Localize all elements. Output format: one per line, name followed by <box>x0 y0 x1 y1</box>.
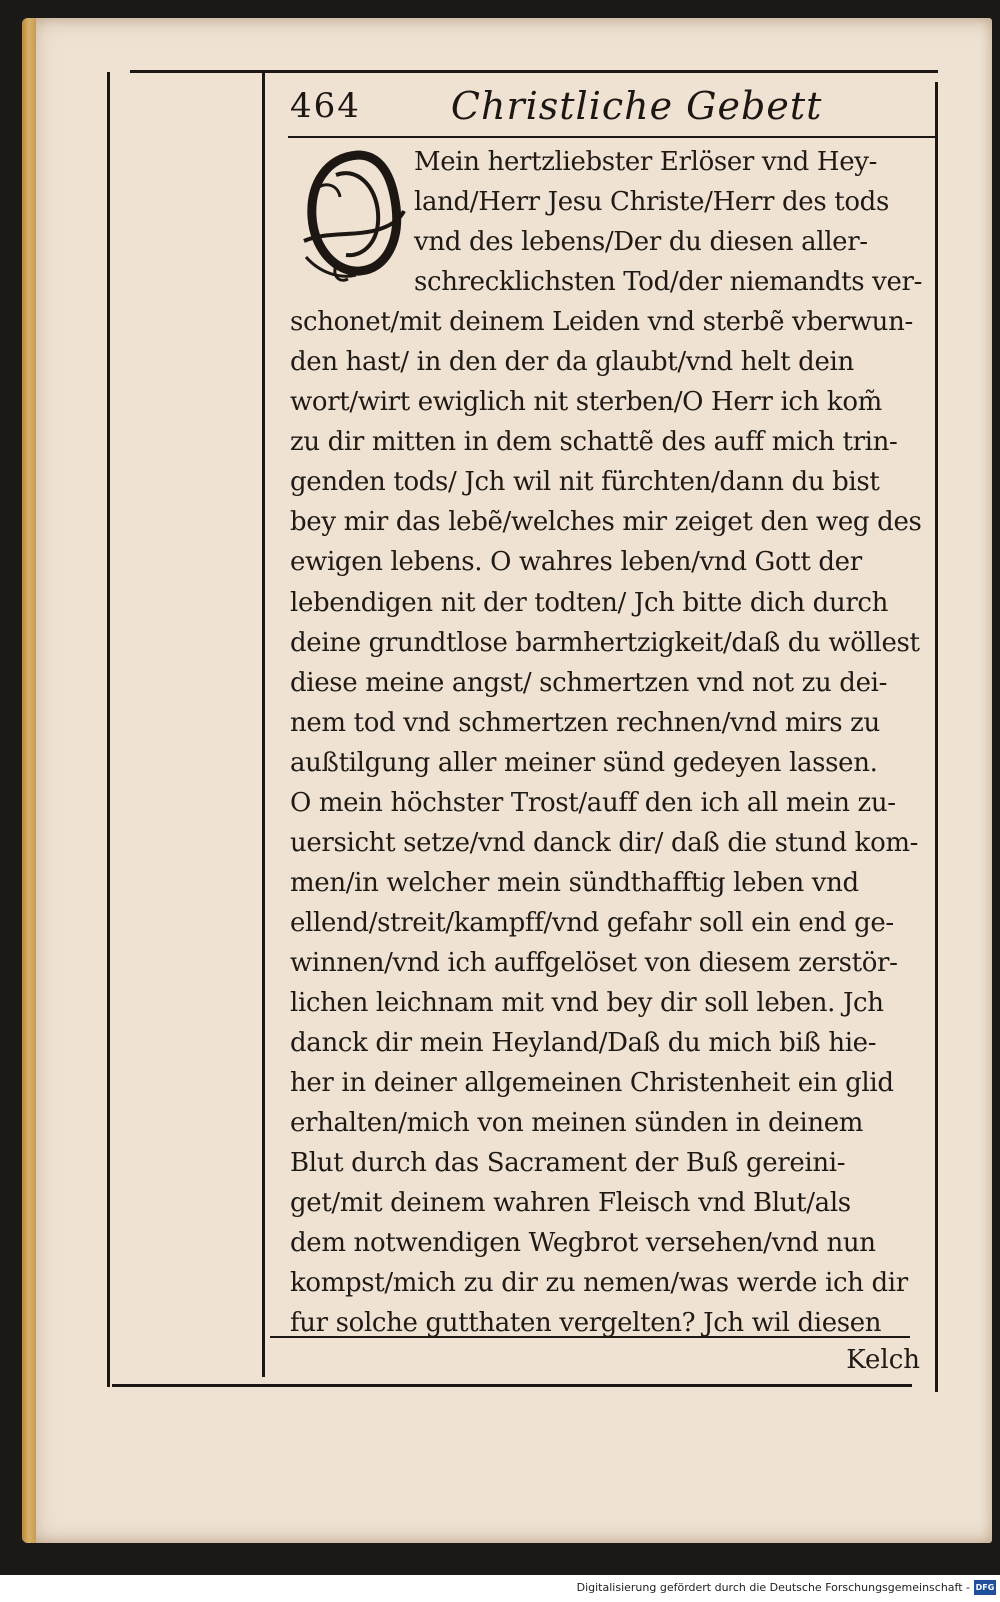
gilt-page-edge <box>22 18 36 1543</box>
text-line: land/Herr Jesu Christe/Herr des tods <box>414 187 889 218</box>
page-number: 464 <box>290 86 361 126</box>
text-line: genden tods/ Jch wil nit fürchten/dann du bist <box>290 467 880 498</box>
text-line: bey mir das lebẽ/welches mir zeiget den weg des <box>290 507 922 538</box>
frame-left-outer-rule <box>107 72 110 1387</box>
text-line: Blut durch das Sacrament der Buß gereini- <box>290 1148 846 1179</box>
text-line: dem notwendigen Wegbrot versehen/vnd nun <box>290 1228 876 1259</box>
text-line: uersicht setze/vnd danck dir/ daß die stund kom- <box>290 827 919 858</box>
text-line: wort/wirt ewiglich nit sterben/O Herr ich kom̃ <box>290 387 882 418</box>
text-line: den hast/ in den der da glaubt/vnd helt dein <box>290 347 854 378</box>
text-line: schrecklichsten Tod/der niemandts ver- <box>414 267 923 298</box>
text-line: vnd des lebens/Der du diesen aller- <box>414 227 868 258</box>
text-line: lebendigen nit der todten/ Jch bitte dich durch <box>290 587 889 618</box>
text-line: außtilgung aller meiner sünd gedeyen lassen. <box>290 747 878 778</box>
text-line: deine grundtlose barmhertzigkeit/daß du wöllest <box>290 627 920 658</box>
text-line: Mein hertzliebster Erlöser vnd Hey- <box>414 147 877 177</box>
text-line: nem tod vnd schmertzen rechnen/vnd mirs zu <box>290 707 880 738</box>
text-line: kompst/mich zu dir zu nemen/was werde ich dir <box>290 1268 908 1299</box>
text-line: lichen leichnam mit vnd bey dir soll leben. Jch <box>290 987 884 1018</box>
frame-right-rule <box>935 82 938 1392</box>
text-line: ewigen lebens. O wahres leben/vnd Gott der <box>290 547 862 578</box>
text-line: diese meine angst/ schmertzen vnd not zu dei- <box>290 667 888 698</box>
footer-credit: Digitalisierung gefördert durch die Deutsche Forschungsgemeinschaft - <box>576 1581 970 1594</box>
prayer-text <box>290 142 930 1343</box>
frame-top-rule <box>130 70 938 73</box>
page-header <box>290 76 930 136</box>
text-line: men/in welcher mein sündthafftig leben vnd <box>290 867 859 898</box>
text-line: zu dir mitten in dem schattẽ des auff mich trin- <box>290 427 898 458</box>
text-line: danck dir mein Heyland/Daß du mich biß hie- <box>290 1028 877 1059</box>
text-line: O mein höchster Trost/auff den ich all mein zu- <box>290 787 896 818</box>
header-bottom-rule <box>288 136 936 138</box>
running-title: Christliche Gebett <box>450 84 823 128</box>
text-line: fur solche gutthaten vergelten? Jch wil diesen <box>290 1308 882 1339</box>
text-line: ellend/streit/kampff/vnd gefahr soll ein end ge- <box>290 907 894 938</box>
text-line: schonet/mit deinem Leiden vnd sterbẽ vberwun- <box>290 307 913 338</box>
text-line: get/mit deinem wahren Fleisch vnd Blut/als <box>290 1188 851 1219</box>
catchword: Kelch <box>846 1345 920 1375</box>
text-line: winnen/vnd ich auffgelöset von diesem zerstör- <box>290 947 898 978</box>
frame-left-inner-rule <box>262 72 265 1377</box>
text-line: erhalten/mich von meinen sünden in deinem <box>290 1108 864 1139</box>
digitization-footer <box>0 1575 1000 1602</box>
text-line: her in deiner allgemeinen Christenheit ein glid <box>290 1068 894 1099</box>
dfg-logo-icon: DFG <box>974 1580 996 1595</box>
frame-bottom-rule <box>112 1384 912 1387</box>
